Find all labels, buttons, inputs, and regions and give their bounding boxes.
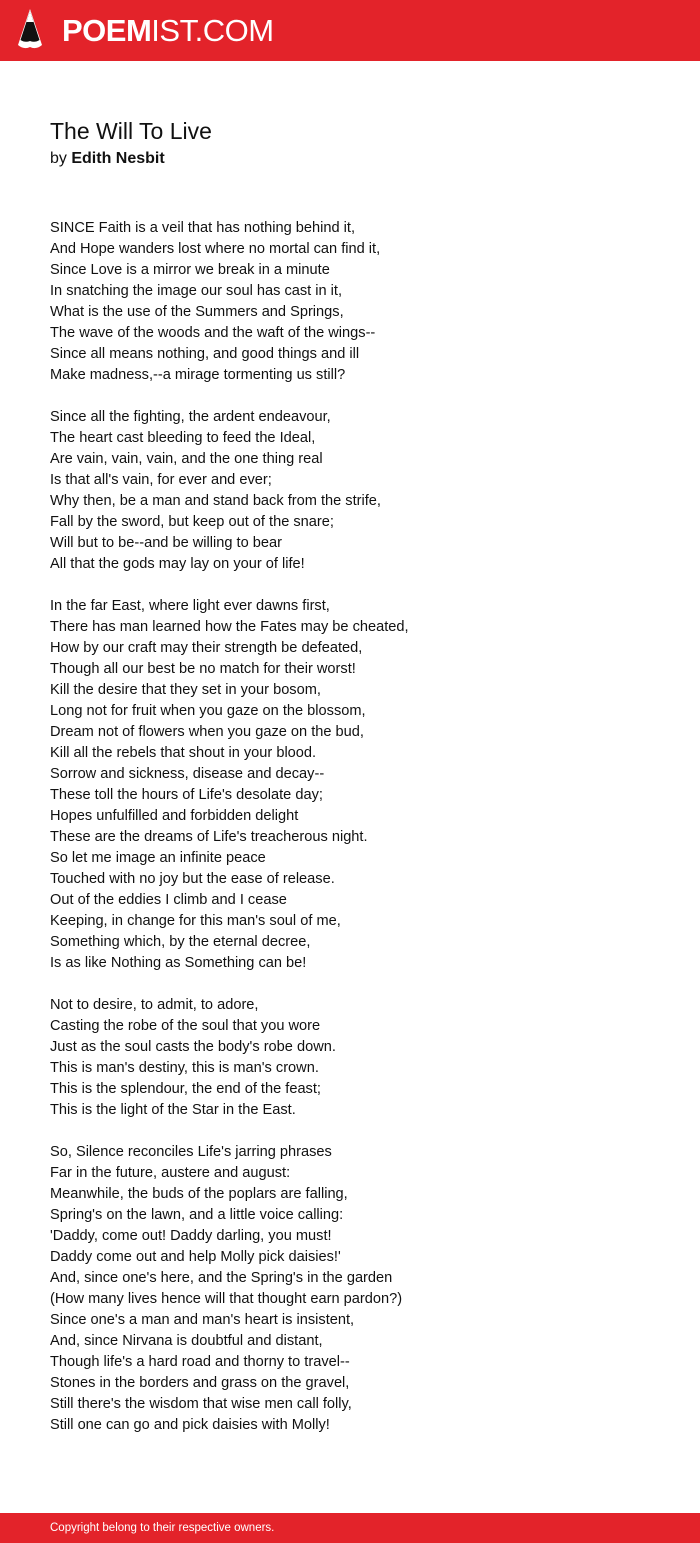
poem-line: This is the light of the Star in the East. [50,1102,296,1118]
poem-byline [50,148,165,170]
poem-line: Hopes unfulfilled and forbidden delight [50,808,299,824]
poem-line: So, Silence reconciles Life's jarring phrases [50,1144,332,1160]
poem-line: And Hope wanders lost where no mortal can find it, [50,241,381,257]
poem-line: Kill the desire that they set in your bosom, [50,682,321,698]
poem-line: Not to desire, to admit, to adore, [50,997,259,1013]
poem-line: Keeping, in change for this man's soul of me, [50,913,341,929]
poem-title: The Will To Live [50,118,212,144]
site-header [0,0,700,61]
poem-line: Still there's the wisdom that wise men call folly, [50,1396,352,1412]
poem-stanza [50,596,650,974]
poem-line: Are vain, vain, vain, and the one thing real [50,451,323,467]
logo-text-bold: POEM [62,13,152,48]
poem-line: Make madness,--a mirage tormenting us still? [50,367,346,383]
poem-line: Something which, by the eternal decree, [50,934,311,950]
poem-line: The wave of the woods and the waft of the wings-- [50,325,376,341]
poem-line: Kill all the rebels that shout in your blood. [50,745,317,761]
poem-line: So let me image an infinite peace [50,850,266,866]
poem-line: Since one's a man and man's heart is insistent, [50,1312,355,1328]
pencil-icon[interactable] [17,9,43,51]
poem-line: Stones in the borders and grass on the gravel, [50,1375,350,1391]
poem-line: Spring's on the lawn, and a little voice calling: [50,1207,344,1223]
poem-line: Casting the robe of the soul that you wore [50,1018,321,1034]
poem-line: In snatching the image our soul has cast in it, [50,283,343,299]
poem-line: Out of the eddies I climb and I cease [50,892,287,908]
poem-line: Still one can go and pick daisies with Molly! [50,1417,330,1433]
poem-line: Since all means nothing, and good things and ill [50,346,360,362]
poem-line: Long not for fruit when you gaze on the blossom, [50,703,366,719]
poem-stanza [50,1142,650,1436]
poem-line: This is man's destiny, this is man's crown. [50,1060,319,1076]
by-label: by [50,150,67,167]
poem-line: Fall by the sword, but keep out of the snare; [50,514,334,530]
site-footer [0,1513,700,1543]
poem-line: Just as the soul casts the body's robe down. [50,1039,336,1055]
poem-line: Far in the future, austere and august: [50,1165,291,1181]
site-logo[interactable] [62,12,274,50]
poem-line: There has man learned how the Fates may be cheated, [50,619,409,635]
poem-line: Is as like Nothing as Something can be! [50,955,307,971]
poem-line: All that the gods may lay on your of life! [50,556,305,572]
poem-line: The heart cast bleeding to feed the Ideal, [50,430,316,446]
poem-line: Though all our best be no match for their worst! [50,661,356,677]
poem-line: In the far East, where light ever dawns first, [50,598,330,614]
poem-line: These toll the hours of Life's desolate day; [50,787,323,803]
poem-stanza [50,218,650,386]
poem-line: 'Daddy, come out! Daddy darling, you must! [50,1228,332,1244]
poem-body [50,218,650,1457]
copyright-text: Copyright belong to their respective owners. [50,1522,275,1534]
poem-line: Sorrow and sickness, disease and decay-- [50,766,325,782]
poem-line: Touched with no joy but the ease of release. [50,871,335,887]
poem-line: Why then, be a man and stand back from the strife, [50,493,381,509]
poem-line: This is the splendour, the end of the feast; [50,1081,321,1097]
poem-line: SINCE Faith is a veil that has nothing behind it, [50,220,356,236]
poem-line: (How many lives hence will that thought earn pardon?) [50,1291,403,1307]
poem-line: Though life's a hard road and thorny to travel-- [50,1354,350,1370]
poem-author: Edith Nesbit [71,150,165,167]
poem-line: Meanwhile, the buds of the poplars are falling, [50,1186,348,1202]
poem-line: Is that all's vain, for ever and ever; [50,472,272,488]
poem-line: Will but to be--and be willing to bear [50,535,282,551]
poem-line: Daddy come out and help Molly pick daisies!' [50,1249,341,1265]
poem-line: What is the use of the Summers and Springs, [50,304,344,320]
poem-line: Since all the fighting, the ardent endeavour, [50,409,331,425]
poem-line: And, since Nirvana is doubtful and distant, [50,1333,323,1349]
poem-line: And, since one's here, and the Spring's in the garden [50,1270,393,1286]
poem-stanza [50,407,650,575]
logo-text-light: IST.COM [151,13,274,48]
poem-line: These are the dreams of Life's treacherous night. [50,829,368,845]
poem-line: Dream not of flowers when you gaze on the bud, [50,724,364,740]
poem-stanza [50,995,650,1121]
poem-line: How by our craft may their strength be defeated, [50,640,363,656]
poem-line: Since Love is a mirror we break in a minute [50,262,330,278]
